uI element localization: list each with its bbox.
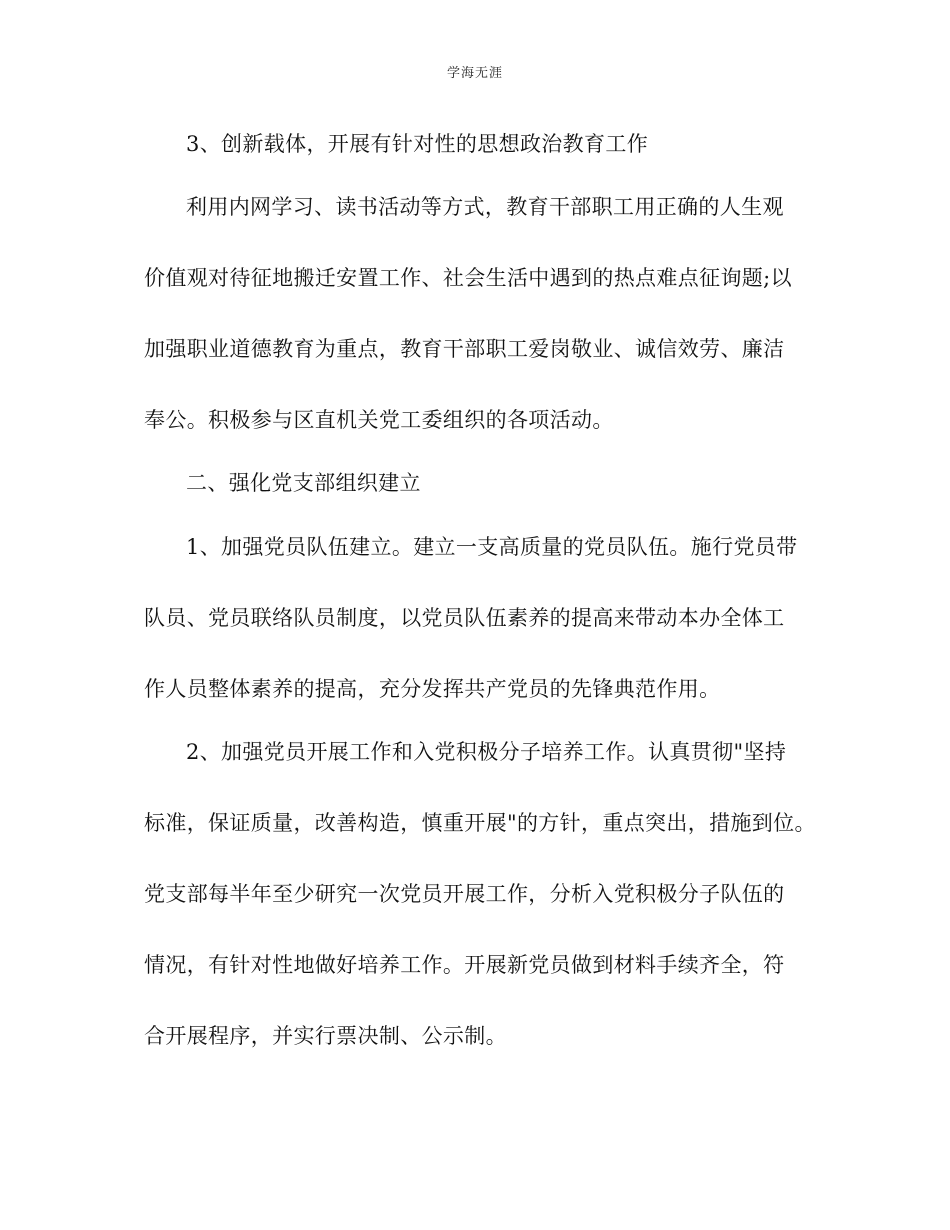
paragraph-line: 1、加强党员队伍建立。建立一支高质量的党员队伍。施行党员带 — [186, 535, 798, 559]
paragraph-line: 利用内网学习、读书活动等方式，教育干部职工用正确的人生观 — [186, 195, 784, 219]
paragraph-line: 奉公。积极参与区直机关党工委组织的各项活动。 — [144, 408, 614, 432]
section-heading: 二、强化党支部组织建立 — [186, 471, 421, 495]
paragraph-line: 合开展程序，并实行票决制、公示制。 — [144, 1024, 507, 1048]
page-header: 学海无涯 — [446, 66, 503, 81]
paragraph-line: 2、加强党员开展工作和入党积极分子培养工作。认真贯彻"坚持 — [186, 740, 787, 764]
paragraph-line: 作人员整体素养的提高，充分发挥共产党员的先锋典范作用。 — [144, 677, 721, 701]
paragraph-line: 队员、党员联络队员制度，以党员队伍素养的提高来带动本办全体工 — [144, 606, 785, 630]
paragraph-line: 标准，保证质量，改善构造，慎重开展"的方针，重点突出，措施到位。 — [144, 811, 816, 835]
paragraph-line: 情况，有针对性地做好培养工作。开展新党员做到材料手续齐全，符 — [144, 953, 785, 977]
paragraph-line: 党支部每半年至少研究一次党员开展工作，分析入党积极分子队伍的 — [144, 882, 785, 906]
paragraph-line: 加强职业道德教育为重点，教育干部职工爱岗敬业、诚信效劳、廉洁 — [144, 337, 785, 361]
paragraph-line: 价值观对待征地搬迁安置工作、社会生活中遇到的热点难点征询题;以 — [144, 266, 792, 290]
paragraph-line: 3、创新载体，开展有针对性的思想政治教育工作 — [186, 132, 649, 156]
